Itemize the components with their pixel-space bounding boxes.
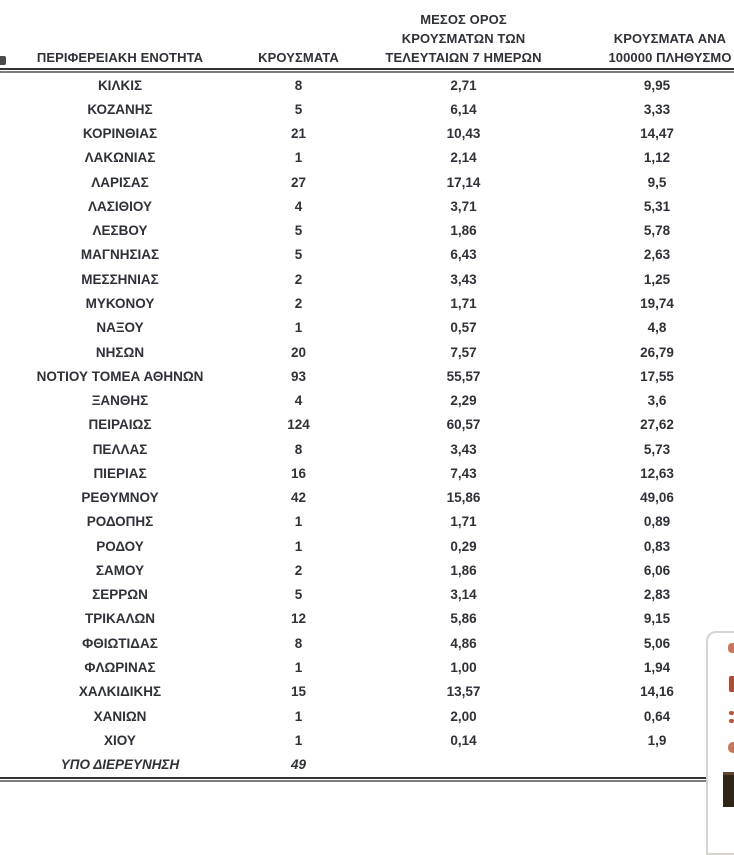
avg7-cell: 3,43 xyxy=(450,441,477,457)
avg7-cell: 17,14 xyxy=(446,174,481,190)
table-bottom-double-rule xyxy=(0,777,734,782)
region-name-cell: ΠΕΙΡΑΙΩΣ xyxy=(88,417,152,433)
table-row xyxy=(0,243,734,267)
table-row xyxy=(0,558,734,582)
cases-cell: 49 xyxy=(290,757,307,773)
cases-cell: 20 xyxy=(290,344,307,360)
per100k-cell: 17,55 xyxy=(640,368,674,384)
cases-cell: 8 xyxy=(294,441,303,457)
per100k-cell: 3,6 xyxy=(647,393,667,409)
table-row xyxy=(0,680,734,704)
per100k-cell: 2,63 xyxy=(643,247,671,263)
cases-cell: 5 xyxy=(294,587,303,603)
cases-cell: 4 xyxy=(294,393,303,409)
cases-cell: 1 xyxy=(294,660,303,675)
per100k-cell: 5,73 xyxy=(643,441,671,457)
region-name-cell: ΝΑΞΟΥ xyxy=(96,320,144,336)
table-row xyxy=(0,291,734,315)
per100k-cell: 14,47 xyxy=(640,126,674,142)
table-row xyxy=(0,413,734,437)
table-row xyxy=(0,510,734,534)
avg7-cell: 0,29 xyxy=(450,538,477,554)
avg7-cell: 1,71 xyxy=(450,514,477,530)
table-row xyxy=(0,437,734,461)
avg7-cell: 13,57 xyxy=(446,684,481,700)
avg7-cell: 0,14 xyxy=(450,732,477,748)
per100k-cell: 6,06 xyxy=(643,562,671,578)
cases-cell: 1 xyxy=(294,538,303,554)
header-avg-7-days: ΜΕΣΟΣ ΟΡΟΣ ΚΡΟΥΣΜΑΤΩΝ ΤΩΝ ΤΕΛΕΥΤΑΙΩΝ 7 ΗΜΕΡΩΝ xyxy=(385,12,542,65)
cases-cell: 21 xyxy=(290,126,307,142)
cases-cell: 124 xyxy=(287,417,310,433)
avg7-cell: 5,86 xyxy=(450,611,477,627)
per100k-cell: 9,95 xyxy=(643,77,671,93)
region-name-cell: ΜΕΣΣΗΝΙΑΣ xyxy=(81,271,159,287)
cases-cell: 1 xyxy=(294,320,303,336)
per100k-cell: 1,12 xyxy=(643,150,671,166)
per100k-cell: 9,15 xyxy=(643,611,671,627)
per100k-cell: 49,06 xyxy=(640,490,674,506)
clipped-text-fragment xyxy=(728,742,734,753)
per100k-cell: 0,83 xyxy=(643,538,671,554)
avg7-cell: 2,14 xyxy=(450,150,477,166)
region-name-cell: ΚΟΖΑΝΗΣ xyxy=(87,101,153,117)
avg7-cell: 60,57 xyxy=(446,417,481,433)
region-name-cell: ΚΟΡΙΝΘΙΑΣ xyxy=(82,126,158,142)
region-name-cell: ΦΘΙΩΤΙΔΑΣ xyxy=(82,635,158,651)
per100k-cell: 14,16 xyxy=(640,684,674,700)
cases-cell: 1 xyxy=(294,150,303,166)
table-row xyxy=(0,655,734,679)
cases-cell: 1 xyxy=(294,708,303,724)
cases-cell: 4 xyxy=(294,198,303,214)
avg7-cell: 2,00 xyxy=(450,708,477,724)
cases-cell: 93 xyxy=(290,368,307,384)
region-name-cell: ΛΑΚΩΝΙΑΣ xyxy=(84,150,156,166)
per100k-cell: 19,74 xyxy=(640,296,674,312)
clipped-text-fragment xyxy=(729,676,734,692)
per100k-cell: 1,9 xyxy=(647,732,667,748)
avg7-cell: 3,71 xyxy=(450,198,477,214)
avg7-cell: 2,29 xyxy=(450,393,477,409)
avg7-cell: 10,43 xyxy=(446,126,481,142)
cases-cell: 5 xyxy=(294,101,303,117)
region-name-cell: ΦΛΩΡΙΝΑΣ xyxy=(84,660,156,675)
avg7-cell: 1,86 xyxy=(450,223,477,239)
region-name-cell: ΝΟΤΙΟΥ ΤΟΜΕΑ ΑΘΗΝΩΝ xyxy=(36,368,204,384)
clipped-text-fragment xyxy=(729,711,734,715)
region-name-cell: ΣΑΜΟΥ xyxy=(95,562,145,578)
region-name-cell: ΛΑΡΙΣΑΣ xyxy=(91,174,149,190)
avg7-cell: 3,43 xyxy=(450,271,477,287)
table-row xyxy=(0,583,734,607)
clipped-glyph-fragment-left xyxy=(0,56,6,65)
region-name-cell: ΚΙΛΚΙΣ xyxy=(97,77,143,93)
avg7-cell: 0,57 xyxy=(450,320,477,336)
region-name-cell: ΣΕΡΡΩΝ xyxy=(92,587,148,603)
table-row xyxy=(0,461,734,485)
region-name-cell: ΥΠΟ ΔΙΕΡΕΥΝΗΣΗ xyxy=(60,757,180,773)
table-body xyxy=(0,73,734,777)
region-name-cell: ΧΑΝΙΩΝ xyxy=(93,708,147,724)
per100k-cell: 5,31 xyxy=(643,198,671,214)
region-name-cell: ΡΕΘΥΜΝΟΥ xyxy=(81,490,159,506)
per100k-cell: 2,83 xyxy=(643,587,671,603)
cases-cell: 12 xyxy=(290,611,307,627)
table-row xyxy=(0,194,734,218)
per100k-cell: 9,5 xyxy=(647,174,667,190)
per100k-cell: 0,89 xyxy=(643,514,671,530)
table-row xyxy=(0,219,734,243)
under-investigation-row xyxy=(0,752,734,776)
table-row xyxy=(0,340,734,364)
per100k-cell: 1,94 xyxy=(643,660,671,675)
region-name-cell: ΛΕΣΒΟΥ xyxy=(92,223,148,239)
per100k-cell: 0,64 xyxy=(643,708,671,724)
region-name-cell: ΝΗΣΩΝ xyxy=(95,344,145,360)
cases-cell: 15 xyxy=(290,684,307,700)
avg7-cell: 1,00 xyxy=(450,660,477,675)
avg7-cell: 2,71 xyxy=(450,77,477,93)
region-name-cell: ΛΑΣΙΘΙΟΥ xyxy=(88,198,152,214)
per100k-cell: 12,63 xyxy=(640,465,674,481)
avg7-cell: 6,14 xyxy=(450,101,477,117)
region-name-cell: ΤΡΙΚΑΛΩΝ xyxy=(84,611,156,627)
cases-cell: 1 xyxy=(294,732,303,748)
table-row xyxy=(0,728,734,752)
cases-cell: 1 xyxy=(294,514,303,530)
avg7-cell: 55,57 xyxy=(446,368,481,384)
region-name-cell: ΠΙΕΡΙΑΣ xyxy=(93,465,147,481)
region-name-cell: ΧΑΛΚΙΔΙΚΗΣ xyxy=(78,684,162,700)
region-name-cell: ΠΕΛΛΑΣ xyxy=(92,441,148,457)
cases-cell: 2 xyxy=(294,271,303,287)
avg7-cell: 3,14 xyxy=(450,587,477,603)
cases-cell: 5 xyxy=(294,223,303,239)
table-header-row xyxy=(0,0,734,68)
region-name-cell: ΧΙΟΥ xyxy=(104,732,136,748)
region-name-cell: ΜΥΚΟΝΟΥ xyxy=(85,296,155,312)
table-row xyxy=(0,97,734,121)
avg7-cell: 1,86 xyxy=(450,562,477,578)
region-name-cell: ΡΟΔΟΥ xyxy=(96,538,144,554)
table-row xyxy=(0,364,734,388)
per100k-cell: 26,79 xyxy=(640,344,674,360)
per100k-cell: 27,62 xyxy=(640,417,674,433)
cases-cell: 2 xyxy=(294,296,303,312)
avg7-cell: 6,43 xyxy=(450,247,477,263)
table-row xyxy=(0,73,734,97)
cases-cell: 42 xyxy=(290,490,307,506)
avg7-cell: 4,86 xyxy=(450,635,477,651)
avg7-cell: 7,57 xyxy=(450,344,477,360)
table-row xyxy=(0,704,734,728)
table-row xyxy=(0,486,734,510)
clipped-image-fragment xyxy=(723,772,734,807)
cases-cell: 27 xyxy=(290,174,307,190)
table-row xyxy=(0,170,734,194)
avg7-cell: 15,86 xyxy=(446,490,481,506)
table-row xyxy=(0,388,734,412)
avg7-cell: 7,43 xyxy=(450,465,477,481)
table-row xyxy=(0,146,734,170)
table-row xyxy=(0,534,734,558)
table-row xyxy=(0,122,734,146)
table-row xyxy=(0,267,734,291)
per100k-cell: 5,06 xyxy=(643,635,671,651)
per100k-cell: 4,8 xyxy=(647,320,667,336)
per100k-cell: 1,25 xyxy=(643,271,671,287)
cases-cell: 16 xyxy=(290,465,307,481)
cases-cell: 5 xyxy=(294,247,303,263)
region-name-cell: ΜΑΓΝΗΣΙΑΣ xyxy=(80,247,160,263)
table-row xyxy=(0,631,734,655)
header-region-unit: ΠΕΡΙΦΕΡΕΙΑΚΗ ΕΝΟΤΗΤΑ xyxy=(36,50,204,65)
table-row xyxy=(0,607,734,631)
header-cases-per-100k: ΚΡΟΥΣΜΑΤΑ ΑΝΑ 100000 ΠΛΗΘΥΣΜΟ xyxy=(608,31,732,65)
per100k-cell: 5,78 xyxy=(643,223,671,239)
region-name-cell: ΞΑΝΘΗΣ xyxy=(91,393,149,409)
cases-cell: 2 xyxy=(294,562,303,578)
avg7-cell: 1,71 xyxy=(450,296,477,312)
table-row xyxy=(0,316,734,340)
clipped-text-fragment xyxy=(728,643,734,653)
cases-cell: 8 xyxy=(294,77,303,93)
per100k-cell: 3,33 xyxy=(643,101,671,117)
header-cases: ΚΡΟΥΣΜΑΤΑ xyxy=(258,50,339,65)
cases-cell: 8 xyxy=(294,635,303,651)
region-name-cell: ΡΟΔΟΠΗΣ xyxy=(86,514,154,530)
